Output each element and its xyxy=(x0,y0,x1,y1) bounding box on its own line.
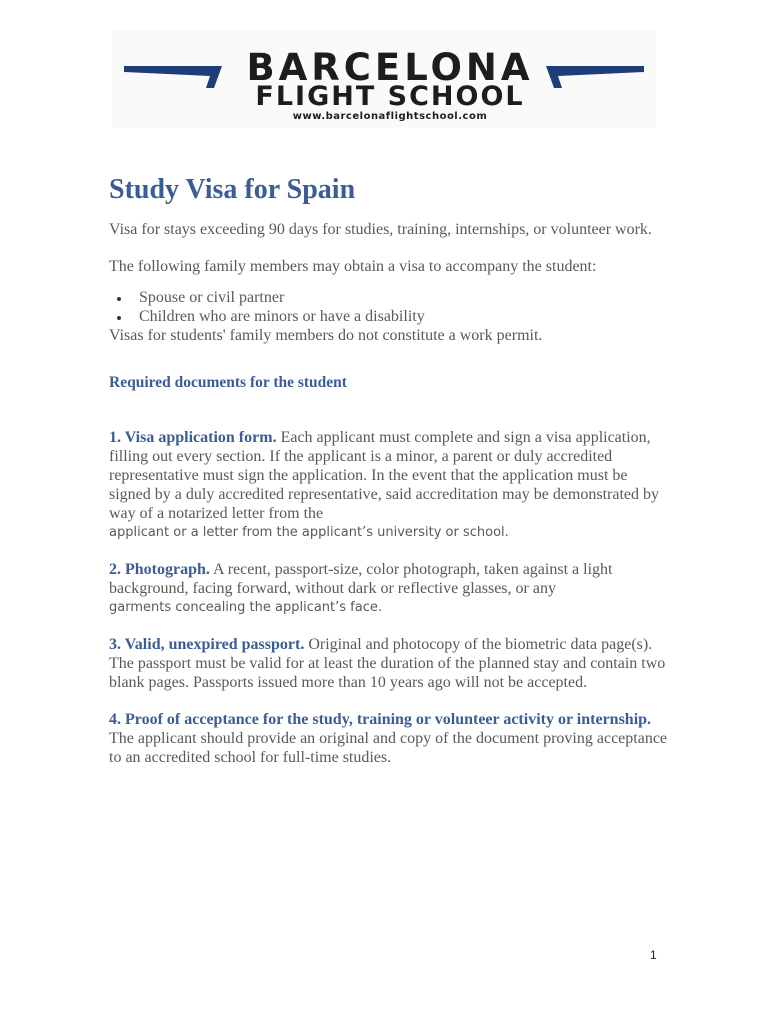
requirement-text: Each applicant must complete and sign a visa application, filling out every section. If the applicant is a minor, a parent or duly accredited representative must sign the application. In the event that the application must be signed by a duly accredited representative, said accreditation may be demonstrated by way of a notarized letter from the xyxy=(109,429,660,522)
requirement-text-tail: garments concealing the applicant’s face. xyxy=(109,600,383,615)
page-number: 1 xyxy=(650,948,657,962)
requirement-label: 2. Photograph. xyxy=(109,561,210,578)
requirement-item-4 xyxy=(109,710,669,767)
list-item: Spouse or civil partner xyxy=(139,288,669,307)
requirement-label: 1. Visa application form. xyxy=(109,429,277,446)
logo-url: www.barcelonaflightschool.com xyxy=(292,111,488,122)
required-documents-heading: Required documents for the student xyxy=(109,374,347,391)
logo-line-2: FLIGHT SCHOOL xyxy=(255,81,525,112)
document-body xyxy=(109,172,669,767)
barcelona-flight-school-logo xyxy=(112,30,656,128)
requirement-text: The applicant should provide an original and copy of the document proving acceptance to an accredited school for full-time studies. xyxy=(109,730,668,766)
requirement-item-1 xyxy=(109,428,669,542)
page-title: Study Visa for Spain xyxy=(109,174,356,205)
logo-line-1: BARCELONA xyxy=(246,46,534,89)
family-members-list xyxy=(109,288,669,326)
requirement-label: 4. Proof of acceptance for the study, training or volunteer activity or internship. xyxy=(109,711,652,728)
requirement-label: 3. Valid, unexpired passport. xyxy=(109,636,305,653)
requirement-text-tail: applicant or a letter from the applicant’s university or school. xyxy=(109,525,509,540)
list-item: Children who are minors or have a disability xyxy=(139,307,669,326)
family-intro-paragraph: The following family members may obtain a visa to accompany the student: xyxy=(109,258,597,275)
requirement-item-3 xyxy=(109,635,669,692)
requirement-text: Original and photocopy of the biometric data page(s). The passport must be valid for at least the duration of the planned stay and contain two blank pages. Passports issued more than 10 years ago will not be accepted. xyxy=(109,636,666,691)
intro-paragraph: Visa for stays exceeding 90 days for studies, training, internships, or volunteer work. xyxy=(109,221,652,238)
requirement-item-2 xyxy=(109,560,669,617)
requirement-text: A recent, passport-size, color photograph, taken against a light background, facing forward, without dark or reflective glasses, or any xyxy=(109,561,613,597)
family-note: Visas for students' family members do not constitute a work permit. xyxy=(109,327,543,344)
